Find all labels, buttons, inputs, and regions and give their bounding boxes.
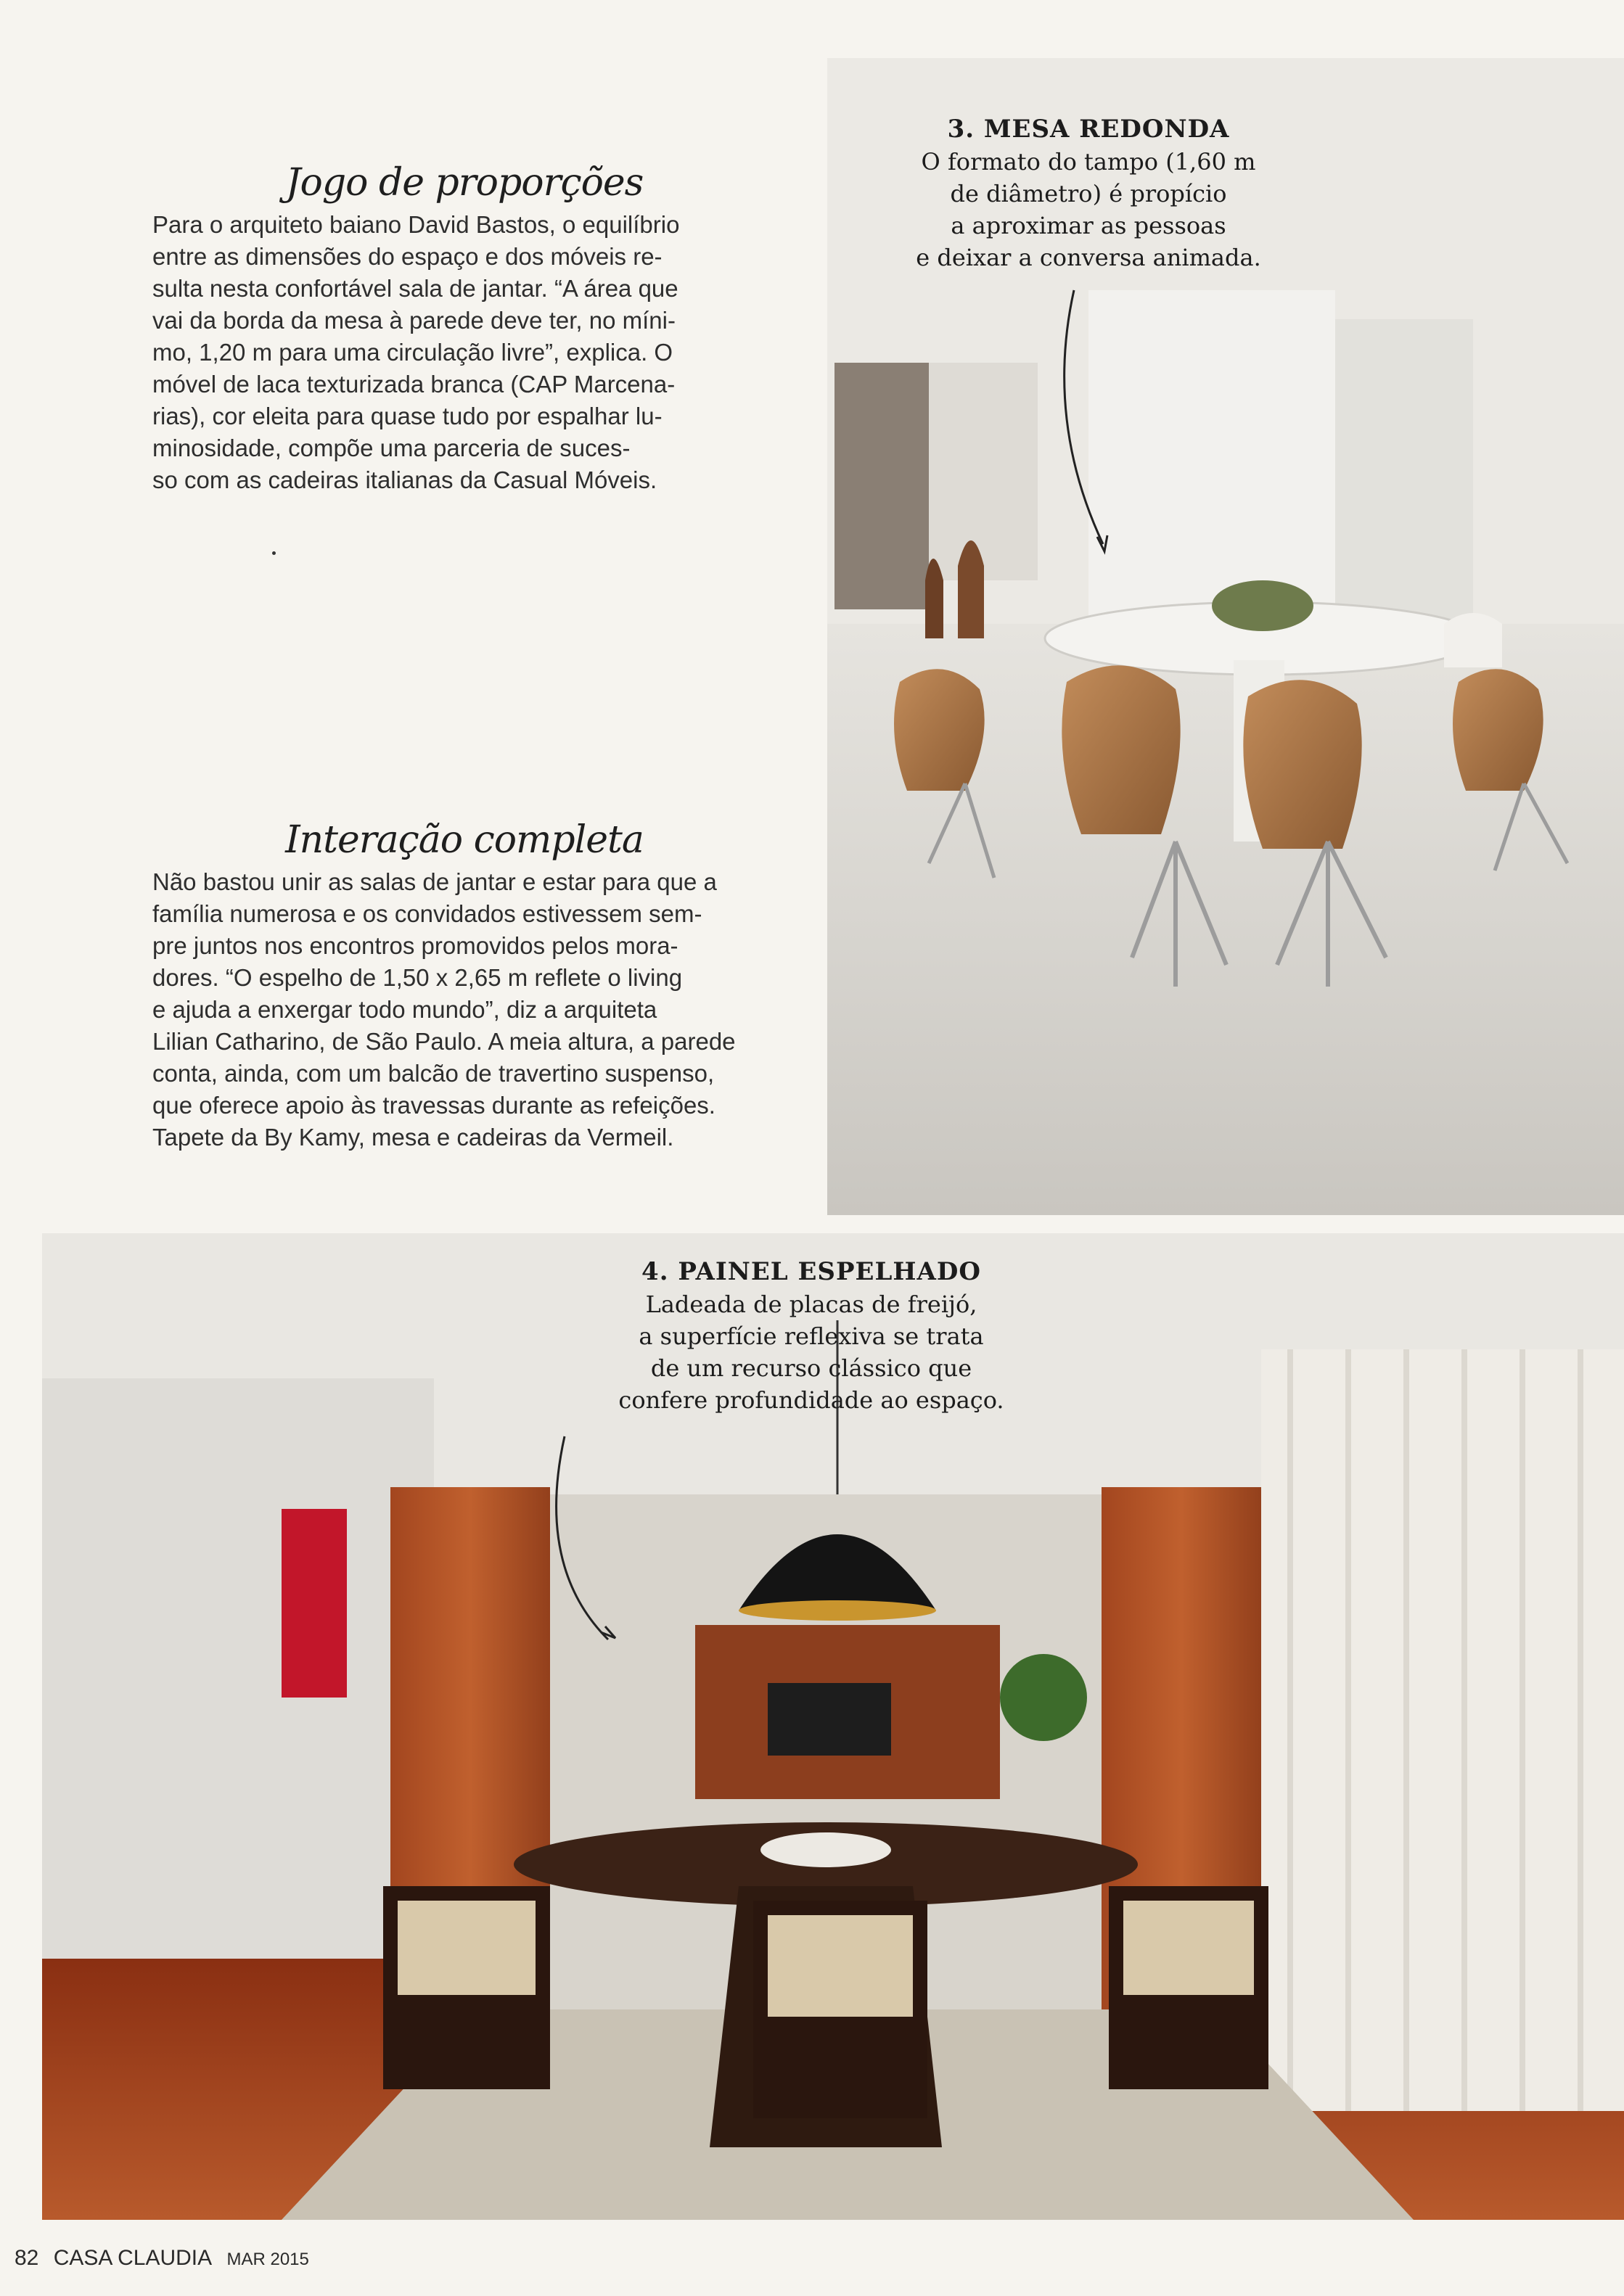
issue-date: MAR 2015 xyxy=(226,2250,309,2269)
callout-line: a aproximar as pessoas xyxy=(951,212,1226,239)
callout-line: O formato do tampo (1,60 m xyxy=(921,148,1256,176)
page-footer xyxy=(15,2246,318,2271)
body-line: Não bastou unir as salas de jantar e estar para que a xyxy=(152,868,717,895)
body-line: rias), cor eleita para quase tudo por espalhar lu- xyxy=(152,403,663,429)
body-line: mo, 1,20 m para uma circulação livre”, explica. O xyxy=(152,339,673,366)
callout-line: confere profundidade ao espaço. xyxy=(618,1386,1004,1414)
photo-round-table-dining-room xyxy=(827,58,1624,1215)
article-title: Interação completa xyxy=(285,818,644,862)
article-jogo-de-proporcoes xyxy=(152,161,776,496)
callout-painel-espelhado xyxy=(579,1255,1043,1416)
body-line: pre juntos nos encontros promovidos pelos mora- xyxy=(152,932,678,959)
body-line: conta, ainda, com um balcão de travertino suspenso, xyxy=(152,1060,715,1087)
body-line: minosidade, compõe uma parceria de suces- xyxy=(152,435,631,461)
body-line: família numerosa e os convidados estivessem sem- xyxy=(152,900,702,927)
body-line: Lilian Catharino, de São Paulo. A meia altura, a parede xyxy=(152,1028,736,1055)
body-line: entre as dimensões do espaço e dos móveis re- xyxy=(152,243,663,270)
callout-title: 3. MESA REDONDA xyxy=(947,115,1230,144)
body-line: móvel de laca texturizada branca (CAP Marcena- xyxy=(152,371,676,398)
photo-mirrored-panel-dining-room xyxy=(42,1233,1624,2220)
article-interacao-completa xyxy=(152,818,776,1153)
callout-line: a superfície reflexiva se trata xyxy=(639,1322,984,1350)
article-body xyxy=(152,209,776,496)
callout-mesa-redonda xyxy=(871,112,1306,273)
body-line: dores. “O espelho de 1,50 x 2,65 m reflete o living xyxy=(152,964,683,991)
body-line: sulta nesta confortável sala de jantar. “A área que xyxy=(152,275,678,302)
callout-line: Ladeada de placas de freijó, xyxy=(645,1291,977,1318)
stray-dot xyxy=(272,551,276,555)
article-title: Jogo de proporções xyxy=(285,161,644,205)
magazine-name: CASA CLAUDIA xyxy=(53,2246,213,2270)
body-line: so com as cadeiras italianas da Casual Móveis. xyxy=(152,466,657,493)
callout-line: de diâmetro) é propício xyxy=(950,180,1227,207)
body-line: que oferece apoio às travessas durante as refeições. xyxy=(152,1092,715,1119)
page-number: 82 xyxy=(15,2246,39,2270)
body-line: e ajuda a enxergar todo mundo”, diz a arquiteta xyxy=(152,996,657,1023)
article-body xyxy=(152,866,776,1153)
body-line: Para o arquiteto baiano David Bastos, o equilíbrio xyxy=(152,211,680,238)
callout-title: 4. PAINEL ESPELHADO xyxy=(641,1257,981,1286)
callout-line: de um recurso clássico que xyxy=(650,1354,972,1382)
body-line: Tapete da By Kamy, mesa e cadeiras da Vermeil. xyxy=(152,1124,674,1151)
body-line: vai da borda da mesa à parede deve ter, no míni- xyxy=(152,307,676,334)
callout-line: e deixar a conversa animada. xyxy=(916,244,1261,271)
